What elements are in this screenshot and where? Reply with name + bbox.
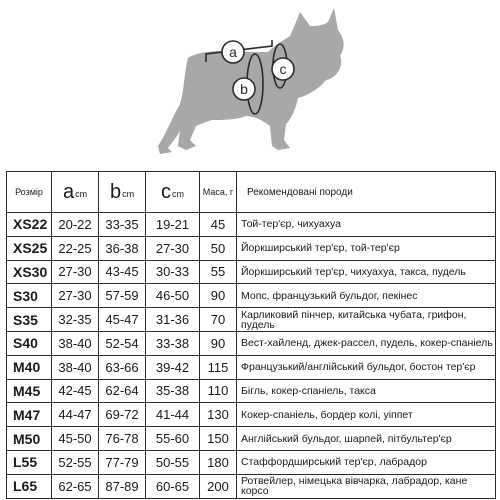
header-a-unit: cm: [75, 188, 88, 199]
cell-c: 46-50: [146, 284, 200, 308]
cell-b: 43-45: [99, 260, 146, 284]
cell-b: 62-64: [99, 379, 146, 403]
cell-a: 44-47: [52, 403, 99, 427]
cell-size: M50: [7, 427, 52, 451]
cell-b: 33-35: [99, 213, 146, 237]
cell-c: 41-44: [146, 403, 200, 427]
cell-size: S30: [7, 284, 52, 308]
cell-size: L65: [7, 474, 52, 498]
table-row: [7, 308, 496, 332]
cell-c: 50-55: [146, 450, 200, 474]
table-row: [7, 379, 496, 403]
cell-a: 38-40: [52, 355, 99, 379]
cell-b: 76-78: [99, 427, 146, 451]
table-row: [7, 284, 496, 308]
size-chart-table: [6, 171, 496, 499]
header-size: Розмір: [7, 172, 52, 213]
measurement-a-label: a: [229, 44, 237, 60]
header-c-letter: c: [161, 180, 171, 203]
cell-mass: 110: [200, 379, 237, 403]
cell-size: M40: [7, 355, 52, 379]
cell-b: 36-38: [99, 236, 146, 260]
cell-mass: 180: [200, 450, 237, 474]
cell-mass: 115: [200, 355, 237, 379]
cell-breeds: Вест-хайленд, джек-рассел, пудель, кокер-спаніель: [237, 331, 496, 355]
dog-silhouette-svg: [0, 0, 500, 170]
cell-size: XS30: [7, 260, 52, 284]
dog-measurement-diagram: [0, 0, 500, 170]
cell-a: 45-50: [52, 427, 99, 451]
measurement-b-label: b: [240, 81, 248, 97]
cell-size: M47: [7, 403, 52, 427]
table-header: [7, 172, 496, 213]
cell-mass: 90: [200, 331, 237, 355]
cell-a: 22-25: [52, 236, 99, 260]
cell-mass: 90: [200, 284, 237, 308]
cell-a: 62-65: [52, 474, 99, 498]
cell-size: S35: [7, 308, 52, 332]
header-row: [7, 172, 496, 213]
cell-size: L55: [7, 450, 52, 474]
header-c: [146, 172, 200, 213]
cell-breeds: Той-тер'єр, чихуахуа: [237, 213, 496, 237]
cell-c: 39-42: [146, 355, 200, 379]
cell-mass: 70: [200, 308, 237, 332]
cell-size: XS22: [7, 213, 52, 237]
cell-size: XS25: [7, 236, 52, 260]
cell-a: 32-35: [52, 308, 99, 332]
cell-mass: 45: [200, 213, 237, 237]
header-b-letter: b: [109, 180, 122, 203]
table-row: [7, 474, 496, 498]
cell-b: 63-66: [99, 355, 146, 379]
cell-c: 19-21: [146, 213, 200, 237]
cell-breeds: Кокер-спаніель, бордер колі, уіппет: [237, 403, 496, 427]
table-row: [7, 427, 496, 451]
table-row: [7, 260, 496, 284]
cell-breeds: Стаффордширський тер'єр, лабрадор: [237, 450, 496, 474]
header-b: [99, 172, 146, 213]
cell-b: 57-59: [99, 284, 146, 308]
cell-a: 20-22: [52, 213, 99, 237]
cell-breeds: Ротвейлер, німецька вівчарка, лабрадор, кане корсо: [237, 474, 496, 498]
cell-size: S40: [7, 331, 52, 355]
cell-breeds: Французький/англійський бульдог, бостон тер'єр: [237, 355, 496, 379]
cell-c: 33-38: [146, 331, 200, 355]
header-a: [52, 172, 99, 213]
cell-c: 30-33: [146, 260, 200, 284]
cell-mass: 55: [200, 260, 237, 284]
cell-size: M45: [7, 379, 52, 403]
cell-c: 55-60: [146, 427, 200, 451]
cell-b: 52-54: [99, 331, 146, 355]
cell-c: 35-38: [146, 379, 200, 403]
cell-mass: 50: [200, 236, 237, 260]
table-row: [7, 331, 496, 355]
cell-breeds: Йоркширський тер'єр, чихуахуа, такса, пудель: [237, 260, 496, 284]
cell-breeds: Мопс, французький бульдог, пекінес: [237, 284, 496, 308]
cell-mass: 150: [200, 427, 237, 451]
cell-a: 27-30: [52, 260, 99, 284]
measurement-c-label: c: [279, 61, 287, 77]
cell-breeds: Бігль, кокер-спаніель, такса: [237, 379, 496, 403]
cell-mass: 130: [200, 403, 237, 427]
cell-a: 42-45: [52, 379, 99, 403]
cell-breeds: Англійський бульдог, шарпей, пітбультер'єр: [237, 427, 496, 451]
header-breeds: Рекомендовані породи: [237, 172, 496, 213]
cell-a: 27-30: [52, 284, 99, 308]
header-mass: Маса, г: [200, 172, 237, 213]
header-b-unit: cm: [122, 188, 135, 199]
table-row: [7, 355, 496, 379]
cell-b: 87-89: [99, 474, 146, 498]
header-c-unit: cm: [172, 188, 184, 199]
cell-c: 27-30: [146, 236, 200, 260]
header-a-letter: a: [62, 180, 75, 203]
cell-b: 77-79: [99, 450, 146, 474]
cell-a: 38-40: [52, 331, 99, 355]
table-row: [7, 236, 496, 260]
cell-c: 31-36: [146, 308, 200, 332]
cell-breeds: Йоркширський тер'єр, той-тер'єр: [237, 236, 496, 260]
cell-breeds: Карликовий пінчер, китайська чубата, грифон, пудель: [237, 308, 496, 332]
cell-c: 60-65: [146, 474, 200, 498]
cell-b: 45-47: [99, 308, 146, 332]
table-body: [7, 213, 496, 499]
cell-b: 69-72: [99, 403, 146, 427]
cell-mass: 200: [200, 474, 237, 498]
table-row: [7, 403, 496, 427]
table-row: [7, 213, 496, 237]
table-row: [7, 450, 496, 474]
cell-a: 52-55: [52, 450, 99, 474]
